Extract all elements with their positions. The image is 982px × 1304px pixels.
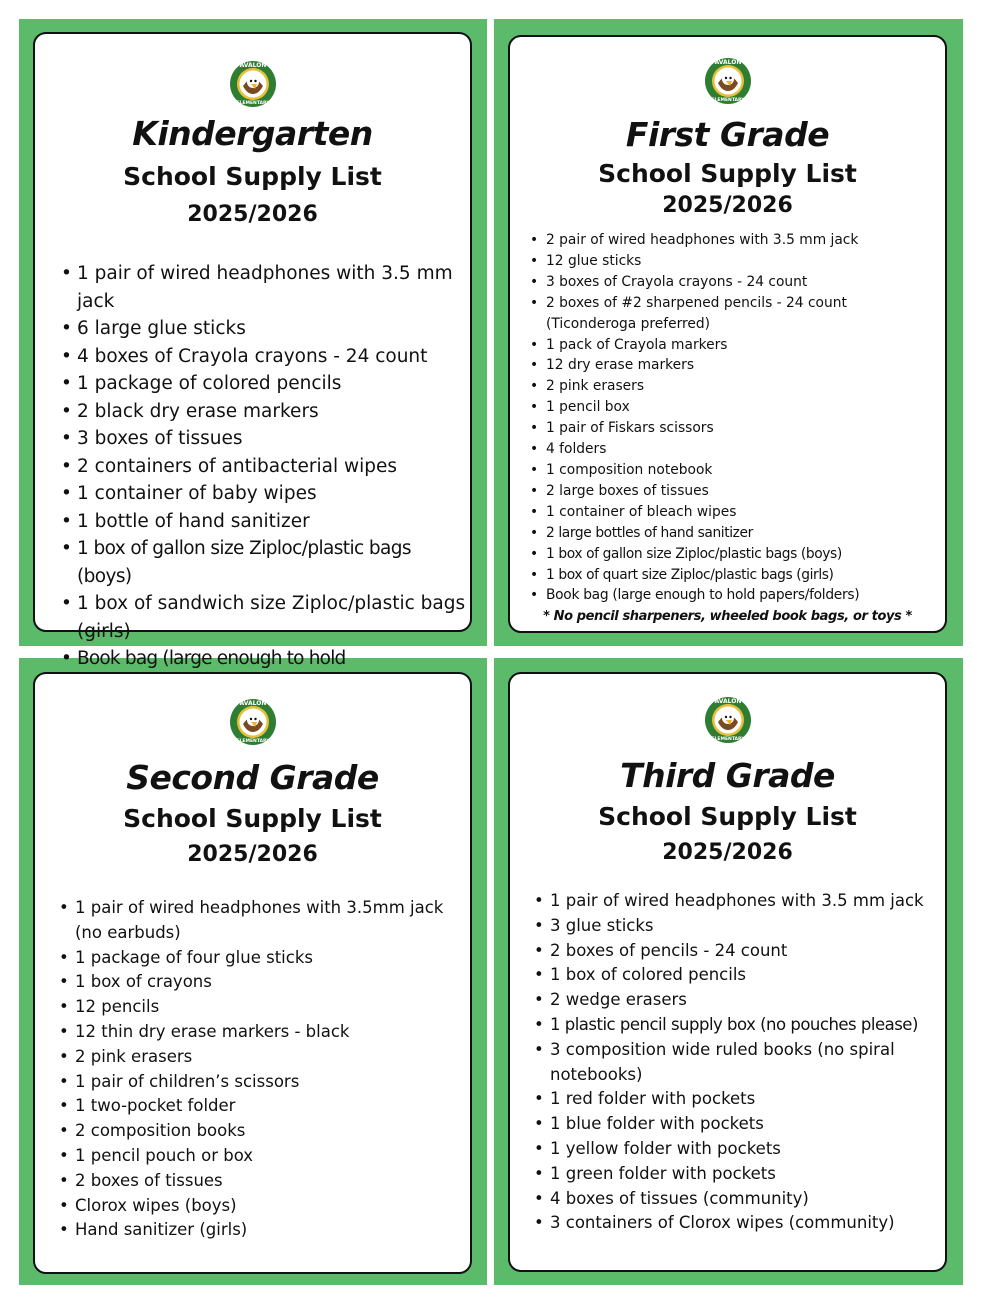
list-item: • 3 boxes of Crayola crayons - 24 count [530,272,944,293]
list-item: • 1 package of colored pencils [61,370,469,398]
list-item: • 1 bottle of hand sanitizer [61,508,469,536]
school-year: 2025/2026 [187,202,318,227]
list-item: • 2 large bottles of hand sanitizer [530,523,944,544]
list-item: • 2 boxes of tissues [59,1169,469,1194]
supply-list [59,896,469,1243]
logo-text-bottom: ELEMENTARY [236,739,270,744]
list-item: • 1 red folder with pockets [534,1087,944,1112]
logo-text-bottom: ELEMENTARY [711,737,745,742]
card-third-grade [508,672,947,1272]
list-item: • Book bag (large enough to hold papers/folders) [530,585,944,606]
list-item: • 1 two-pocket folder [59,1094,469,1119]
list-item: • 2 boxes of #2 sharpened pencils - 24 count (Ticonderoga preferred) [530,293,866,335]
list-item: • 2 wedge erasers [534,988,944,1013]
logo-text: AVALON [714,59,742,66]
footnote: * No pencil sharpeners, wheeled book bags, or toys * [543,609,912,624]
list-item: • 1 box of quart size Ziploc/plastic bags (girls) [530,565,944,586]
list-item: • 4 folders [530,439,944,460]
logo-text-bottom: ELEMENTARY [236,101,270,106]
list-item: • 4 boxes of tissues (community) [534,1187,944,1212]
list-title: School Supply List [598,159,857,188]
list-item: • 1 pencil pouch or box [59,1144,469,1169]
list-item: • 1 pair of children’s scissors [59,1070,469,1095]
grade-title: First Grade [625,115,830,154]
list-item: • 2 pink erasers [530,376,944,397]
list-item: • 1 box of sandwich size Ziploc/plastic bags (girls) [61,590,469,645]
list-item: • 1 container of baby wipes [61,480,469,508]
card-kindergarten [33,32,472,669]
list-item: • 1 box of gallon size Ziploc/plastic bags (boys) [61,535,469,590]
list-item: • 3 containers of Clorox wipes (community) [534,1211,944,1236]
list-item: • 1 pair of wired headphones with 3.5 mm jack [534,889,944,914]
list-item: • Clorox wipes (boys) [59,1194,469,1219]
list-item: • 3 composition wide ruled books (no spiral notebooks) [534,1038,944,1088]
list-item: • 3 boxes of tissues [61,425,469,453]
list-item: • 2 composition books [59,1119,469,1144]
list-item: • 1 pencil box [530,397,944,418]
school-logo [229,698,277,746]
list-item: • 1 box of gallon size Ziploc/plastic bags (boys) [530,544,944,565]
list-item: • 2 containers of antibacterial wipes [61,453,469,481]
school-logo [704,57,752,105]
supply-list [534,889,944,1236]
list-item: • Hand sanitizer (girls) [59,1218,469,1243]
school-year: 2025/2026 [662,193,793,218]
school-year: 2025/2026 [662,840,793,865]
list-item: • 1 blue folder with pockets [534,1112,944,1137]
list-item: • 1 box of crayons [59,970,469,995]
list-item: • 1 green folder with pockets [534,1162,944,1187]
grade-title: Second Grade [126,758,379,797]
list-item: • 1 package of four glue sticks [59,946,469,971]
list-title: School Supply List [123,804,382,833]
card-first-grade [508,35,947,633]
list-item: • 12 pencils [59,995,469,1020]
list-item: • 12 dry erase markers [530,355,944,376]
list-item: • 1 pair of wired headphones with 3.5 mm jack [61,260,469,315]
list-item: • 6 large glue sticks [61,315,469,343]
list-item: • 2 large boxes of tissues [530,481,944,502]
list-item: • 2 pink erasers [59,1045,469,1070]
list-item: • 12 thin dry erase markers - black [59,1020,469,1045]
list-item: • 1 container of bleach wipes [530,502,944,523]
list-item: • 2 pair of wired headphones with 3.5 mm jack [530,230,944,251]
list-item: • 2 black dry erase markers [61,398,469,426]
list-title: School Supply List [123,162,382,191]
supply-list [61,260,469,700]
school-logo [229,60,277,108]
list-item: • 1 yellow folder with pockets [534,1137,944,1162]
logo-text-bottom: ELEMENTARY [711,98,745,103]
school-logo [704,696,752,744]
list-item: • 1 pack of Crayola markers [530,335,944,356]
list-item: • 12 glue sticks [530,251,944,272]
logo-text: AVALON [239,700,267,707]
grade-title: Third Grade [620,756,835,795]
list-item: • 1 plastic pencil supply box (no pouches please) [534,1013,944,1038]
list-item: • 1 pair of wired headphones with 3.5mm jack (no earbuds) [59,896,447,946]
list-item: • Book bag (large enough to hold [61,645,469,700]
school-year: 2025/2026 [187,842,318,867]
list-item: • 1 pair of Fiskars scissors [530,418,944,439]
grade-title: Kindergarten [132,114,373,153]
list-item: • 3 glue sticks [534,914,944,939]
list-item: • 1 box of colored pencils [534,963,944,988]
logo-text: AVALON [239,62,267,69]
card-second-grade [33,672,472,1274]
list-item: • 1 composition notebook [530,460,944,481]
logo-text: AVALON [714,698,742,705]
list-title: School Supply List [598,802,857,831]
supply-list [530,230,944,606]
list-item: • 2 boxes of pencils - 24 count [534,939,944,964]
list-item: • 4 boxes of Crayola crayons - 24 count [61,343,469,371]
